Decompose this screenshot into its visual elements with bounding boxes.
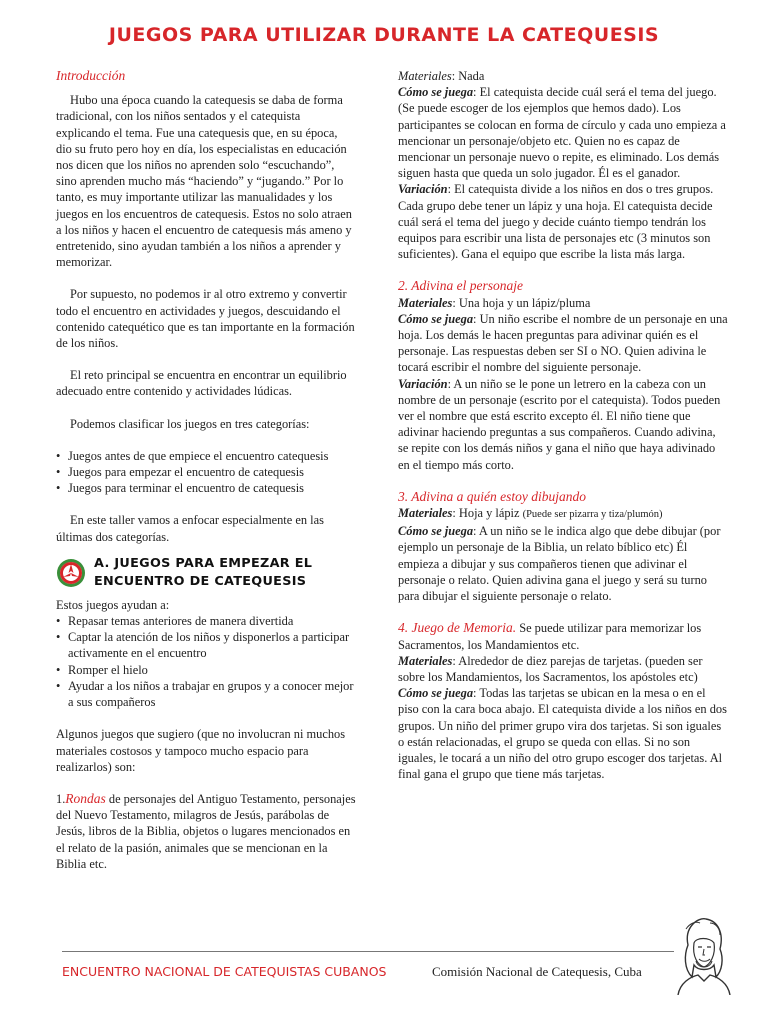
materials-text: : Una hoja y un lápiz/pluma bbox=[452, 295, 591, 310]
game-2-materials bbox=[398, 295, 728, 311]
intro-paragraph-5: En este taller vamos a enfocar especialmente en las últimas dos categorías. bbox=[56, 513, 324, 544]
how-text: : El catequista decide cuál será el tema del juego. (Se puede escoger de los ejemplos que hemos dado). Los participantes se colocan en forma de círculo y cada uno empieza a mencionar un personaje/objeto etc. Quien no es capaz de mencionar un personaje nuevo o repite, es eliminado. Los demás siguen hasta que queda un solo jugador. Él es el ganador. bbox=[398, 85, 726, 181]
game-3-how bbox=[398, 523, 728, 604]
section-a-title-line2: ENCUENTRO DE CATEQUESIS bbox=[94, 573, 307, 589]
game-4-intro bbox=[398, 620, 728, 652]
page-title: JUEGOS PARA UTILIZAR DURANTE LA CATEQUESIS bbox=[108, 24, 660, 46]
how-text: : Un niño escribe el nombre de un personaje en una hoja. Los demás le hacen preguntas para adivinar quién es el personaje. Las respuestas deben ser SI o NO. Quien adivina le tocará escribir el nombre del siguiente personaje. bbox=[398, 311, 728, 375]
intro-paragraph-1: Hubo una época cuando la catequesis se daba de forma tradicional, con los niños sentados y el catequista explicando el tema. Fue una catequesis que, en su época, dio su fruto pero hoy en día, los especialistas en educación nos dicen que los niños no aprenden solo “escuchando”, sino aprenden mucho más “haciendo” y “jugando.” Por lo tanto, es muy importante utilizar las manualidades y los juegos en los encuentros de catequesis. Estos no solo atraen a los niños y hacen el encuentro de catequesis más ameno y entretenido, sino ayudan también a los niños a aprender y memorizar. bbox=[56, 93, 352, 270]
game-1-title: Rondas bbox=[65, 790, 106, 806]
footer-organization: ENCUENTRO NACIONAL DE CATEQUISTAS CUBANOS bbox=[62, 964, 387, 979]
left-column bbox=[56, 68, 356, 872]
section-a-title bbox=[94, 555, 312, 591]
materials-note: (Puede ser pizarra y tiza/plumón) bbox=[522, 509, 663, 521]
materials-label: Materiales bbox=[398, 653, 453, 668]
list-item: • Repasar temas anteriores de manera divertida bbox=[56, 613, 356, 629]
help-list bbox=[56, 613, 356, 710]
list-item: • Romper el hielo bbox=[56, 662, 356, 678]
game-4-intro-text: Se puede utilizar para memorizar los Sacramentos, los Mandamientos etc. bbox=[398, 621, 702, 652]
variation-text: : El catequista divide a los niños en dos o tres grupos. Cada grupo debe tener un lápiz y una hoja. El catequista decide cuál será el tema del juego y decide cuánto tiempo tendrán los equipos para escribir una lista de personajes etc (3 minutos son suficientes). Gana el equipo que escribe la lista más larga. bbox=[398, 182, 714, 262]
materials-label: Materiales bbox=[398, 295, 453, 310]
game-2-title: 2. Adivina el personaje bbox=[398, 278, 523, 294]
game-2-variation bbox=[398, 376, 728, 473]
list-item: • Juegos para terminar el encuentro de catequesis bbox=[56, 480, 356, 496]
game-3-materials bbox=[398, 505, 728, 523]
variation-label: Variación bbox=[398, 182, 448, 197]
jesus-portrait-icon bbox=[674, 915, 732, 995]
how-label: Cómo se juega bbox=[398, 524, 474, 539]
footer-divider bbox=[62, 951, 674, 952]
right-column bbox=[398, 68, 728, 782]
intro-paragraph-2: Por supuesto, no podemos ir al otro extremo y convertir todo el encuentro en actividades y juegos, descuidando el contenido catequético que es tan importante en la formación de los niños. bbox=[56, 287, 355, 351]
game-2-how bbox=[398, 311, 728, 376]
materials-text: : Nada bbox=[451, 69, 485, 83]
list-item: • Juegos antes de que empiece el encuentro catequesis bbox=[56, 448, 356, 464]
how-label: Cómo se juega bbox=[398, 311, 474, 326]
list-item: • Juegos para empezar el encuentro de catequesis bbox=[56, 464, 356, 480]
how-label: Cómo se juega bbox=[398, 85, 474, 100]
suggest-paragraph: Algunos juegos que sugiero (que no involucran ni muchos materiales costosos y tampoco mucho espacio para realizarlos) son: bbox=[56, 727, 346, 774]
how-text: : A un niño se le indica algo que debe dibujar (por ejemplo un personaje de la Biblia, un relato bíblico etc) Él empieza a dibujar y sus compañeros tienen que adivinar el personaje o relato. Quien adivina gana el juego y será su turno para dibujar el siguiente personaje o relato. bbox=[398, 524, 721, 604]
footer-commission: Comisión Nacional de Catequesis, Cuba bbox=[432, 964, 642, 979]
intro-heading: Introducción bbox=[56, 68, 126, 83]
materials-label: Materiales bbox=[398, 69, 452, 83]
game-1-number: 1. bbox=[56, 791, 66, 806]
how-text: : Todas las tarjetas se ubican en la mesa o en el piso con la cara boca abajo. El catequista divide a los niños en dos grupos. Un niño del primer grupo vira dos tarjetas. Si son iguales o están relacionadas, el grupo se queda con ellas. Si no son iguales, le tocará a un niño del otro grupo escoger dos tarjetas. Al final gana el grupo que tiene más tarjetas. bbox=[398, 686, 727, 782]
categories-list bbox=[56, 448, 356, 497]
game-4-materials bbox=[398, 653, 728, 685]
variation-text: : A un niño se le pone un letrero en la cabeza con un nombre de un personaje (escrito por el catequista). Todos pueden ver el nombre que está escrito excepto él. El niño tiene que adivinar haciendo preguntas a sus compañeros. Cuando adivina, se repite con los demás niños y gana el niño que haya adivinado en el tiempo más corto. bbox=[398, 376, 721, 472]
materials-label: Materiales bbox=[398, 506, 453, 521]
materials-text: : Hoja y lápiz bbox=[452, 506, 523, 521]
game-4-how bbox=[398, 685, 728, 782]
list-item: • Captar la atención de los niños y disponerlos a participar activamente en el encuentro bbox=[56, 629, 356, 661]
help-intro: Estos juegos ayudan a: bbox=[56, 597, 170, 612]
intro-paragraph-4: Podemos clasificar los juegos en tres categorías: bbox=[70, 416, 310, 431]
list-item: • Ayudar a los niños a trabajar en grupos y a conocer mejor a sus compañeros bbox=[56, 678, 356, 710]
game-3-title: 3. Adivina a quién estoy dibujando bbox=[398, 488, 586, 504]
section-logo-icon bbox=[56, 558, 86, 588]
intro-paragraph-3: El reto principal se encuentra en encontrar un equilibrio adecuado entre contenido y actividades lúdicas. bbox=[56, 368, 347, 399]
game-1-text: de personajes del Antiguo Testamento, personajes del Nuevo Testamento, milagros de Jesús, parábolas de Jesús, libros de la Biblia, objetos o lugares mencionados en el relato de la pasión, animales que se mencionan en la Biblia etc. bbox=[56, 791, 356, 871]
materials-text: : Alrededor de diez parejas de tarjetas. (pueden ser sobre los Mandamientos, los Sacramentos, los apóstoles etc) bbox=[398, 653, 703, 684]
variation-label: Variación bbox=[398, 376, 448, 391]
game-4-title: 4. Juego de Memoria. bbox=[398, 620, 517, 636]
game-1-how bbox=[398, 84, 728, 181]
section-a-title-line1: A. JUEGOS PARA EMPEZAR EL bbox=[94, 555, 313, 571]
section-a-header bbox=[56, 555, 356, 591]
game-1-intro bbox=[56, 791, 356, 872]
how-label: Cómo se juega bbox=[398, 686, 474, 701]
game-1-variation bbox=[398, 181, 728, 262]
game-1-materials bbox=[398, 68, 728, 84]
